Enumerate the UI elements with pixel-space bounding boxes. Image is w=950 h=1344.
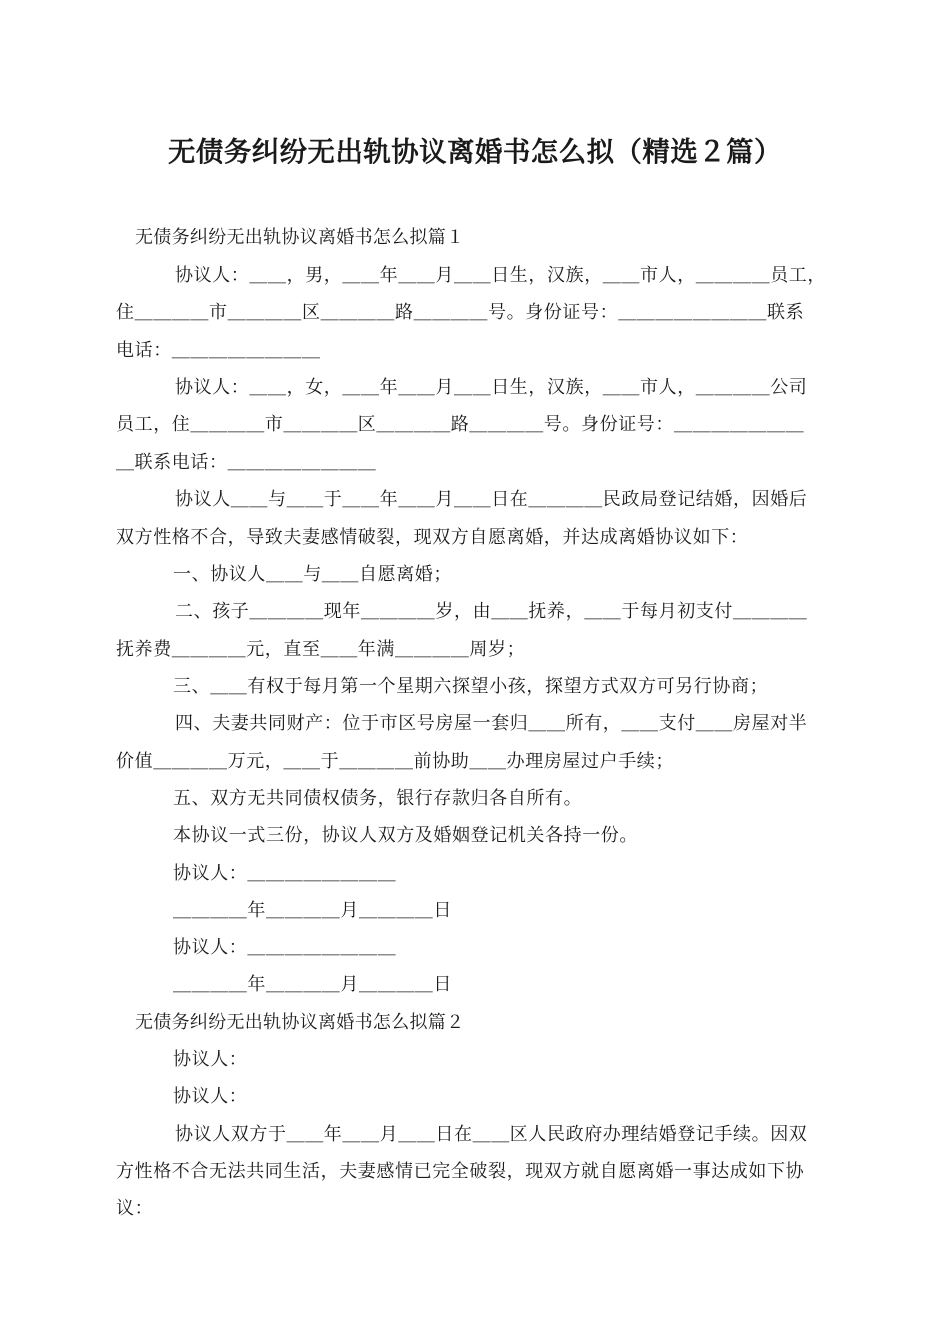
paragraph-line: 协议人：＿＿，女，＿＿年＿＿月＿＿日生，汉族，＿＿市人，＿＿＿＿公司 (175, 377, 808, 398)
paragraph-line: 议： (116, 1198, 154, 1219)
paragraph-line: ＿联系电话：＿＿＿＿＿＿＿＿ (116, 452, 377, 473)
clause-line: 四、夫妻共同财产：位于市区号房屋一套归＿＿所有，＿＿支付＿＿房屋对半 (175, 713, 808, 734)
document-title: 无债务纠纷无出轨协议离婚书怎么拟（精选２篇） (168, 137, 782, 168)
date-line: ＿＿＿＿年＿＿＿＿月＿＿＿＿日 (173, 900, 452, 921)
paragraph-line: 协议人双方于＿＿年＿＿月＿＿日在＿＿区人民政府办理结婚登记手续。因双 (175, 1124, 808, 1145)
section-heading-1: 无债务纠纷无出轨协议离婚书怎么拟篇１ (135, 227, 465, 248)
clause-line: 抚养费＿＿＿＿元，直至＿＿年满＿＿＿＿周岁； (116, 639, 526, 660)
clause-line: 价值＿＿＿＿万元，＿＿于＿＿＿＿前协助＿＿办理房屋过户手续； (116, 751, 674, 772)
paragraph-line: 方性格不合无法共同生活，夫妻感情已完全破裂，现双方就自愿离婚一事达成如下协 (116, 1161, 805, 1182)
paragraph-line: 员工，住＿＿＿＿市＿＿＿＿区＿＿＿＿路＿＿＿＿号。身份证号：＿＿＿＿＿＿＿ (116, 414, 805, 435)
paragraph-line: 协议人： (173, 1086, 248, 1107)
paragraph-line: 双方性格不合，导致夫妻感情破裂，现双方自愿离婚，并达成离婚协议如下： (116, 527, 749, 548)
section-heading-2: 无债务纠纷无出轨协议离婚书怎么拟篇２ (135, 1012, 465, 1033)
signature-line: 协议人：＿＿＿＿＿＿＿＿ (173, 937, 397, 958)
clause-line: 五、双方无共同债权债务，银行存款归各自所有。 (173, 788, 583, 809)
clause-line: 一、协议人＿＿与＿＿自愿离婚； (173, 564, 452, 585)
paragraph-line: 协议人：＿＿，男，＿＿年＿＿月＿＿日生，汉族，＿＿市人，＿＿＿＿员工， (175, 265, 826, 286)
paragraph-line: 住＿＿＿＿市＿＿＿＿区＿＿＿＿路＿＿＿＿号。身份证号：＿＿＿＿＿＿＿＿联系 (116, 302, 805, 323)
paragraph-line: 本协议一式三份，协议人双方及婚姻登记机关各持一份。 (173, 825, 638, 846)
paragraph-line: 协议人： (173, 1049, 248, 1070)
paragraph-line: 协议人＿＿与＿＿于＿＿年＿＿月＿＿日在＿＿＿＿民政局登记结婚，因婚后 (175, 489, 808, 510)
clause-line: 二、孩子＿＿＿＿现年＿＿＿＿岁，由＿＿抚养，＿＿于每月初支付＿＿＿＿ (175, 601, 808, 622)
date-line: ＿＿＿＿年＿＿＿＿月＿＿＿＿日 (173, 974, 452, 995)
clause-line: 三、＿＿有权于每月第一个星期六探望小孩，探望方式双方可另行协商； (173, 676, 769, 697)
signature-line: 协议人：＿＿＿＿＿＿＿＿ (173, 863, 397, 884)
paragraph-line: 电话：＿＿＿＿＿＿＿＿ (116, 340, 321, 361)
